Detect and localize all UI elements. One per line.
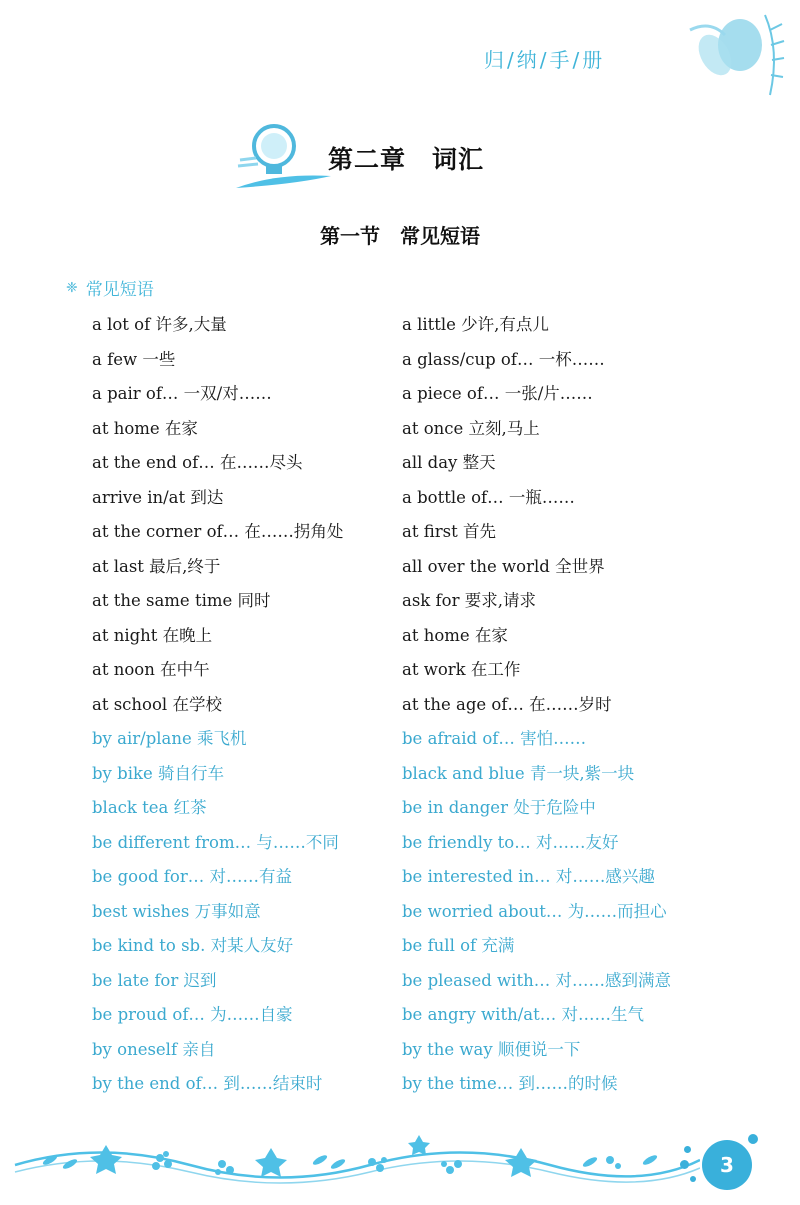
phrase-left: be proud of… 为……自豪 (92, 1005, 293, 1025)
phrase-left: at night 在晚上 (92, 625, 213, 645)
phrase-row (92, 341, 742, 376)
snowflake-icon: ❈ (66, 279, 78, 296)
decorative-dot (684, 1146, 691, 1153)
phrase-left: at the same time 同时 (92, 591, 271, 611)
phrase-row (92, 927, 742, 962)
phrase-row (92, 651, 742, 686)
phrase-left: a lot of 许多,大量 (92, 315, 227, 335)
phrase-left: by oneself 亲自 (92, 1039, 216, 1059)
phrase-left: at home 在家 (92, 418, 198, 438)
phrase-left: by bike 骑自行车 (92, 763, 224, 783)
phrase-left: by air/plane 乘飞机 (92, 729, 247, 749)
phrase-left: be late for 迟到 (92, 970, 217, 990)
phrase-left: at noon 在中午 (92, 660, 210, 680)
phrase-right: be interested in… 对……感兴趣 (402, 867, 655, 887)
page-number: 3 (702, 1140, 752, 1190)
phrase-list (92, 306, 742, 1100)
subsection-heading (66, 275, 154, 300)
phrase-right: be friendly to… 对……友好 (402, 832, 619, 852)
phrase-right: a piece of… 一张/片…… (402, 384, 593, 404)
phrase-right: by the way 顺便说一下 (402, 1039, 581, 1059)
phrase-right: all day 整天 (402, 453, 496, 473)
phrase-right: by the time… 到……的时候 (402, 1074, 618, 1094)
phrase-row (92, 1065, 742, 1100)
phrase-row (92, 824, 742, 859)
phrase-row (92, 858, 742, 893)
phrase-right: a glass/cup of… 一杯…… (402, 349, 605, 369)
phrase-left: at last 最后,终于 (92, 556, 221, 576)
decorative-dot (748, 1134, 758, 1144)
phrase-left: best wishes 万事如意 (92, 901, 261, 921)
chapter-heading (236, 118, 566, 198)
phrase-row (92, 1031, 742, 1066)
phrase-right: at once 立刻,马上 (402, 418, 540, 438)
phrase-right: all over the world 全世界 (402, 556, 605, 576)
phrase-row (92, 444, 742, 479)
phrase-right: black and blue 青一块,紫一块 (402, 763, 635, 783)
running-header: 归/纳/手/册 (484, 48, 606, 72)
decorative-dot (690, 1176, 696, 1182)
phrase-right: at first 首先 (402, 522, 496, 542)
phrase-right: be worried about… 为……而担心 (402, 901, 667, 921)
phrase-row (92, 479, 742, 514)
phrase-row (92, 617, 742, 652)
phrase-right: be pleased with… 对……感到满意 (402, 970, 671, 990)
chapter-title: 第二章 词汇 (328, 145, 485, 174)
phrase-right: at home 在家 (402, 625, 508, 645)
phrase-right: at work 在工作 (402, 660, 521, 680)
phrase-row (92, 755, 742, 790)
phrase-right: be in danger 处于危险中 (402, 798, 596, 818)
phrase-right: be full of 充满 (402, 936, 515, 956)
phrase-row (92, 582, 742, 617)
phrase-right: be afraid of… 害怕…… (402, 729, 587, 749)
phrase-row (92, 686, 742, 721)
phrase-left: at the end of… 在……尽头 (92, 453, 303, 473)
phrase-left: black tea 红茶 (92, 798, 207, 818)
subsection-title: 常见短语 (85, 280, 154, 300)
phrase-row (92, 789, 742, 824)
section-title: 第一节 常见短语 (320, 224, 480, 248)
phrase-left: arrive in/at 到达 (92, 487, 224, 507)
phrase-right: be angry with/at… 对……生气 (402, 1005, 644, 1025)
phrase-right: ask for 要求,请求 (402, 591, 536, 611)
phrase-row (92, 548, 742, 583)
phrase-row (92, 893, 742, 928)
phrase-right: a little 少许,有点儿 (402, 315, 549, 335)
vine-decoration-icon (10, 1130, 700, 1190)
phrase-left: at the corner of… 在……拐角处 (92, 522, 344, 542)
leaf-decoration-icon (670, 10, 790, 100)
phrase-right: at the age of… 在……岁时 (402, 694, 612, 714)
phrase-left: at school 在学校 (92, 694, 222, 714)
phrase-row (92, 720, 742, 755)
phrase-row (92, 513, 742, 548)
phrase-left: by the end of… 到……结束时 (92, 1074, 323, 1094)
phrase-left: be kind to sb. 对某人友好 (92, 936, 294, 956)
phrase-row (92, 410, 742, 445)
phrase-row (92, 375, 742, 410)
phrase-left: be different from… 与……不同 (92, 832, 339, 852)
phrase-row (92, 306, 742, 341)
phrase-left: a pair of… 一双/对…… (92, 384, 272, 404)
phrase-right: a bottle of… 一瓶…… (402, 487, 575, 507)
globe-mascot-icon (236, 118, 336, 193)
phrase-row (92, 996, 742, 1031)
decorative-dot (680, 1160, 689, 1169)
phrase-row (92, 962, 742, 997)
phrase-left: be good for… 对……有益 (92, 867, 292, 887)
phrase-left: a few 一些 (92, 349, 176, 369)
